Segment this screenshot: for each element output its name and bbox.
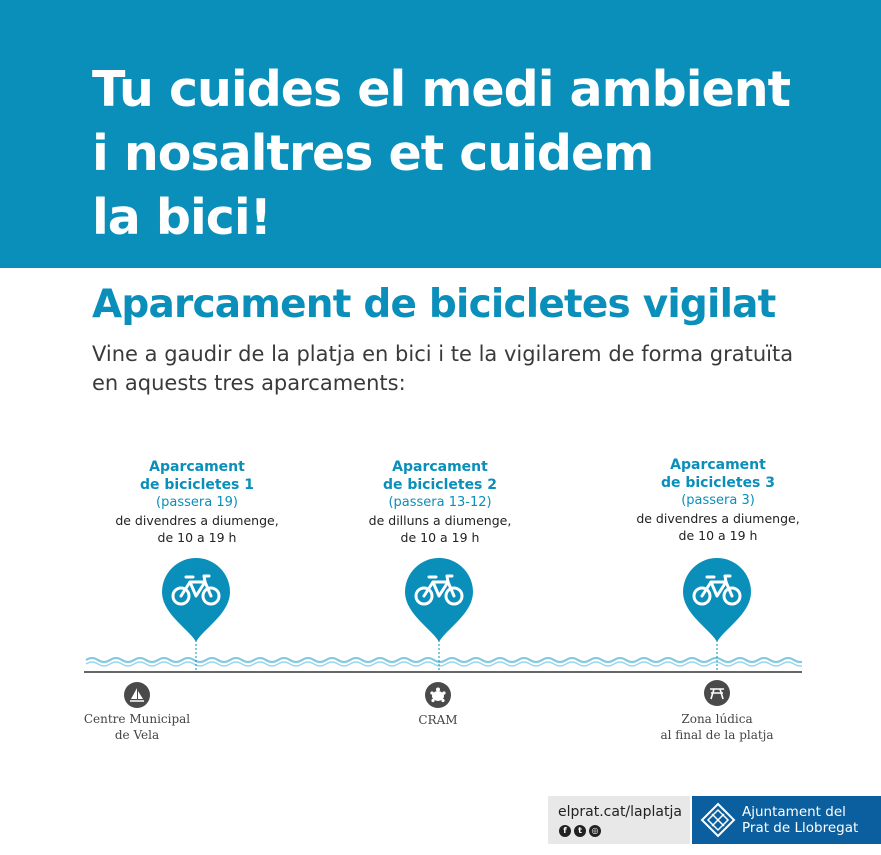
landmark-1-label <box>47 711 227 743</box>
social-icons <box>559 825 601 837</box>
landmark-1-line-1: Centre Municipal <box>83 712 191 726</box>
picnic-table-icon <box>704 680 730 706</box>
landmark-1-line-2: de Vela <box>114 728 160 742</box>
intro-line-2: en aquests tres aparcaments: <box>92 371 406 395</box>
parking-2-hours: de 10 a 19 h <box>400 530 480 545</box>
parking-3-hours: de 10 a 19 h <box>678 528 758 543</box>
parking-2-title-1: Aparcament <box>392 459 488 475</box>
bicycle-pin-icon <box>160 556 232 648</box>
city-emblem-icon <box>700 802 736 838</box>
sailboat-icon <box>124 682 150 708</box>
hero-title-line-1: Tu cuides el medi ambient <box>92 61 791 118</box>
turtle-icon <box>425 682 451 708</box>
parking-1-pass: (passera 19) <box>156 495 238 510</box>
parking-3-info <box>603 456 833 544</box>
intro-text <box>92 340 832 398</box>
beach-line <box>84 638 802 678</box>
brand-name <box>742 804 858 836</box>
parking-2-title-2: de bicicletes 2 <box>382 477 498 493</box>
brand-line-2: Prat de Llobregat <box>742 820 859 836</box>
bicycle-pin-icon <box>403 556 475 648</box>
facebook-icon[interactable]: f <box>559 825 571 837</box>
hero-title-line-2: i nosaltres et cuidem <box>92 125 654 182</box>
parking-2-days: de dilluns a diumenge, <box>368 513 512 528</box>
hero-title-line-3: la bici! <box>92 189 271 246</box>
parking-1-hours: de 10 a 19 h <box>157 530 237 545</box>
section-title: Aparcament de bicicletes vigilat <box>92 282 776 327</box>
brand-line-1: Ajuntament del <box>742 804 846 820</box>
parking-1-days: de divendres a diumenge, <box>115 513 279 528</box>
parking-3-pass: (passera 3) <box>681 493 755 508</box>
parking-1-title-1: Aparcament <box>149 459 245 475</box>
parking-3-title-1: Aparcament <box>670 457 766 473</box>
parking-1-info <box>82 458 312 546</box>
instagram-icon[interactable]: ◎ <box>589 825 601 837</box>
parking-3-days: de divendres a diumenge, <box>636 511 800 526</box>
intro-line-1: Vine a gaudir de la platja en bici i te la vigilarem de forma gratuïta <box>92 342 794 366</box>
parking-2-info <box>325 458 555 546</box>
hero-banner <box>0 0 881 268</box>
landmark-2-line-1: CRAM <box>418 713 458 727</box>
twitter-icon[interactable]: t <box>574 825 586 837</box>
footer-brand <box>692 796 881 844</box>
footer-website <box>548 796 690 844</box>
landmark-3-line-1: Zona lúdica <box>681 712 753 726</box>
landmark-2-label <box>348 712 528 728</box>
parking-3-title-2: de bicicletes 3 <box>660 475 776 491</box>
landmark-3-label <box>627 711 807 743</box>
bicycle-pin-icon <box>681 556 753 648</box>
parking-2-pass: (passera 13-12) <box>388 495 492 510</box>
landmark-3-line-2: al final de la platja <box>660 728 774 742</box>
website-link[interactable]: elprat.cat/laplatja <box>558 804 682 820</box>
parking-1-title-2: de bicicletes 1 <box>139 477 255 493</box>
